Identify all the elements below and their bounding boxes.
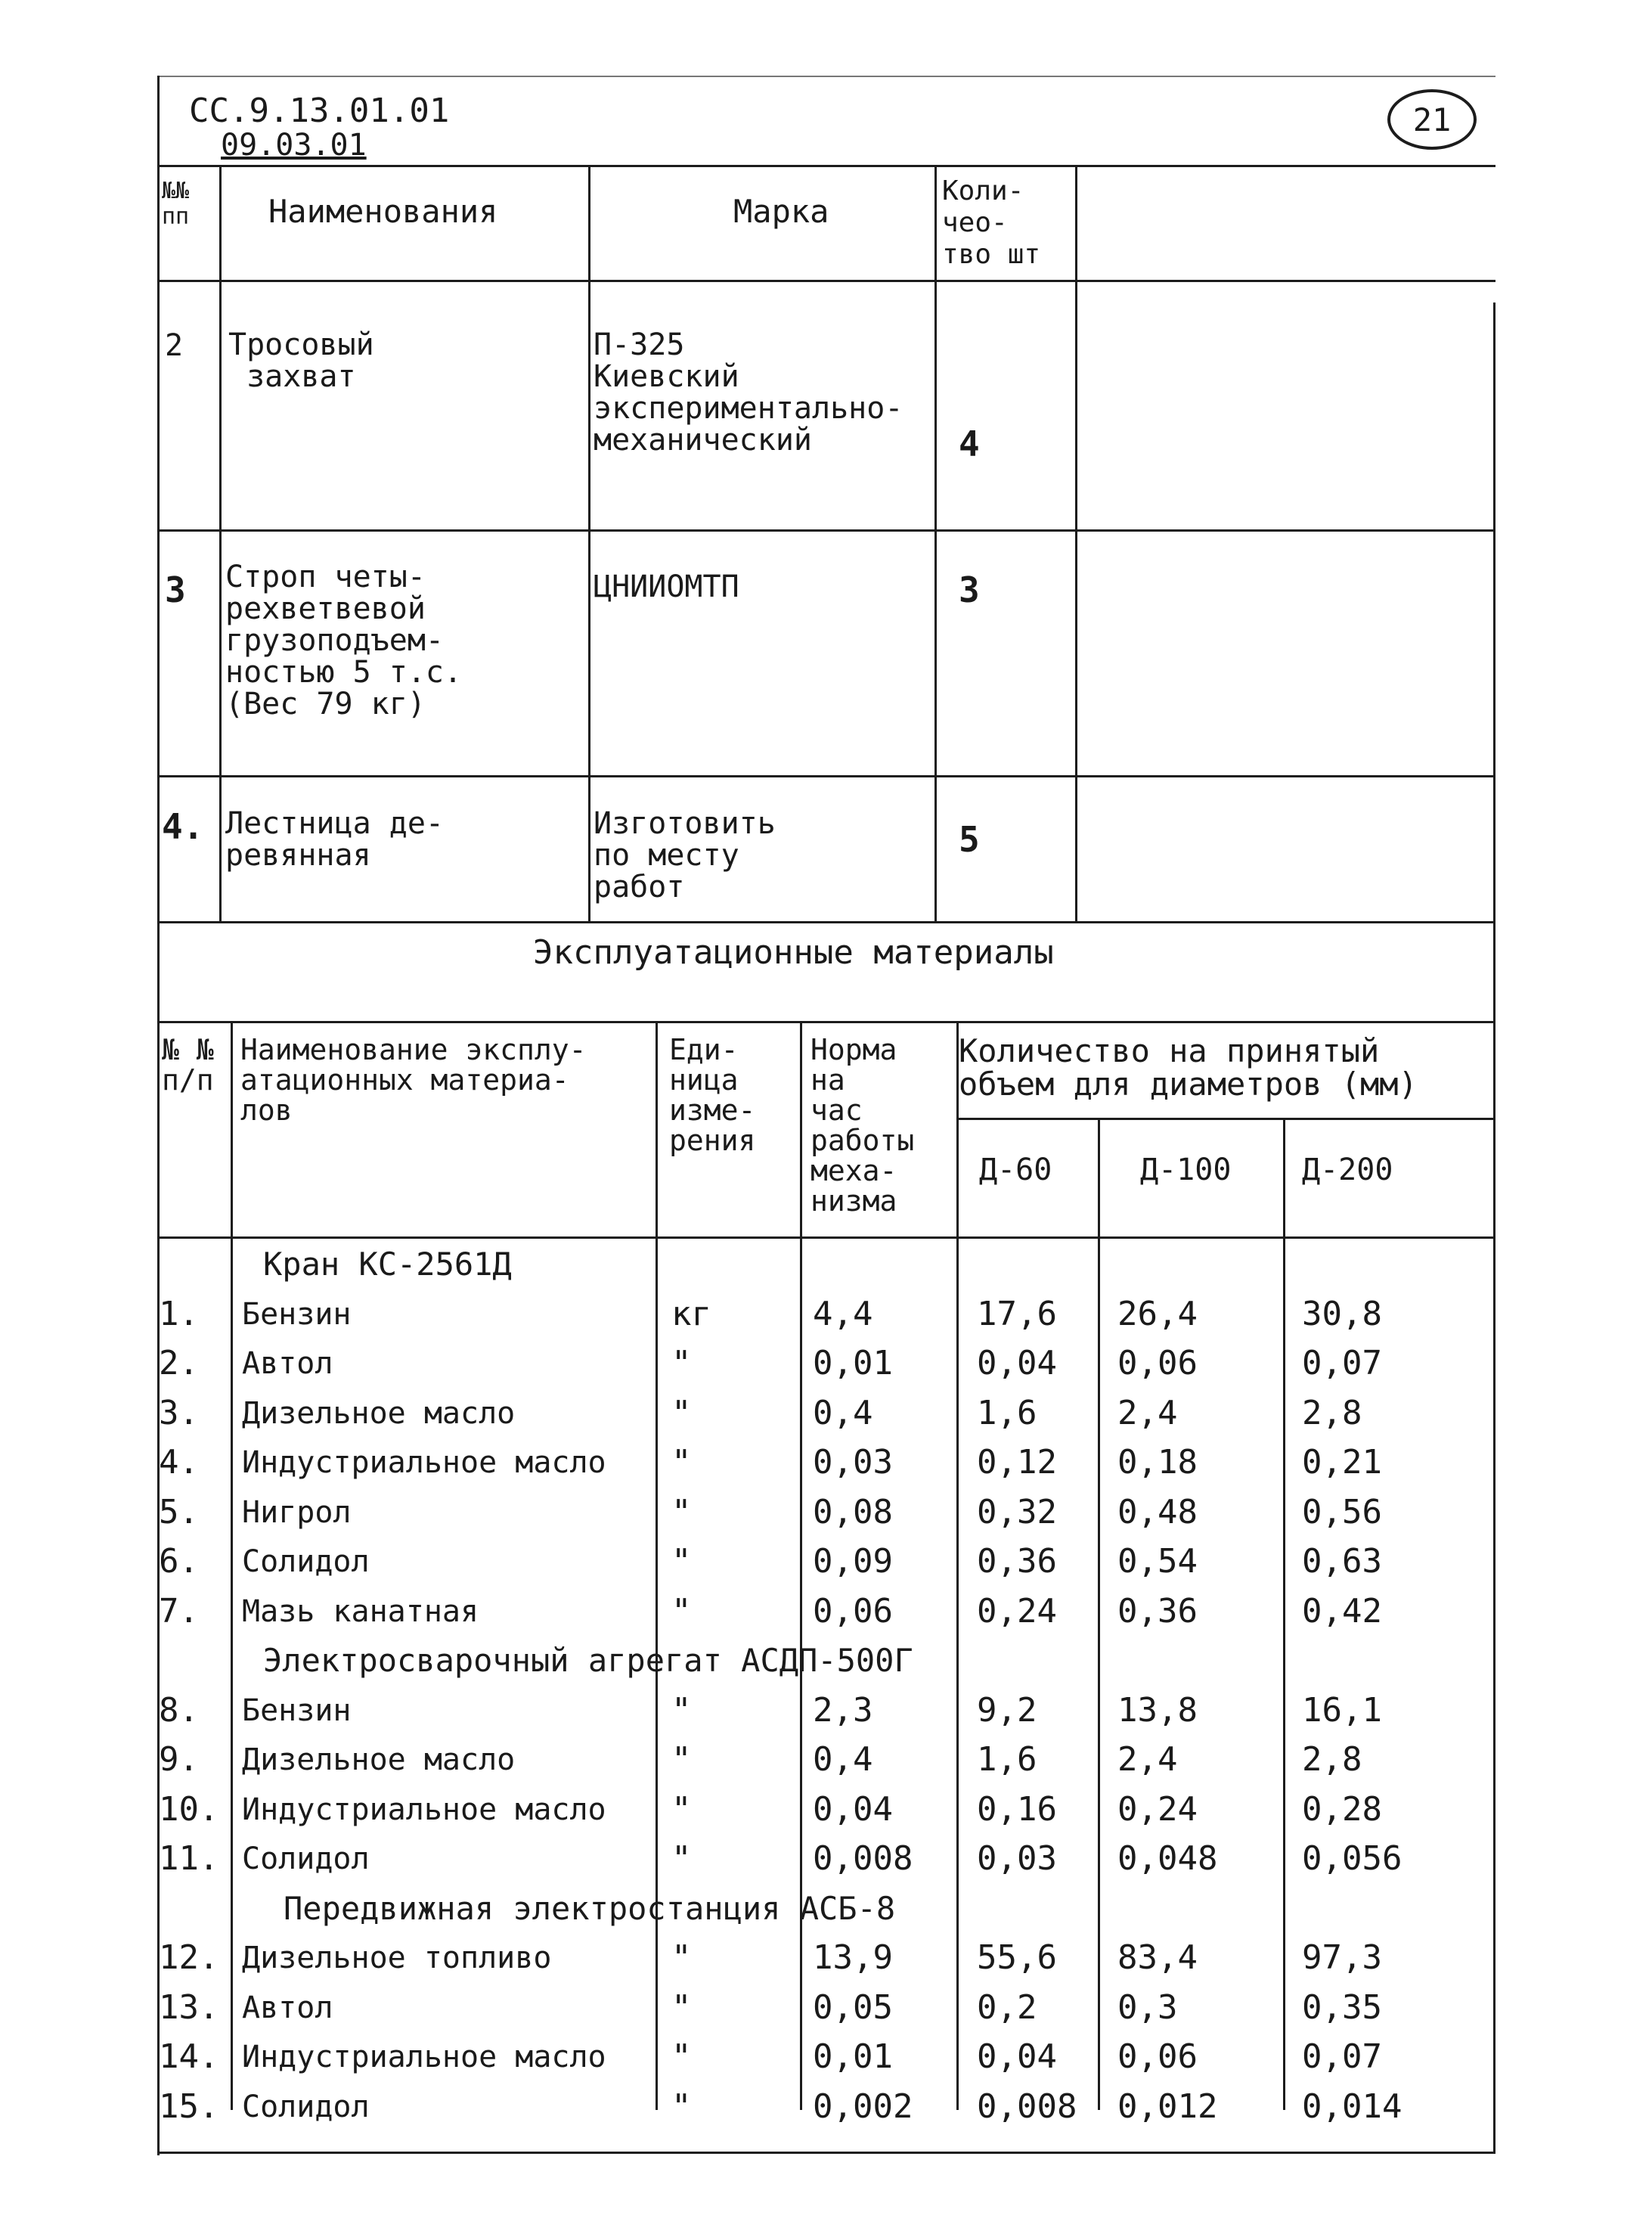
material-row-num: 1. xyxy=(159,1294,199,1333)
material-row-d100: 0,48 xyxy=(1117,1492,1198,1531)
material-row-d200: 0,07 xyxy=(1302,2037,1382,2076)
material-row-d100: 0,3 xyxy=(1117,1987,1178,2027)
equipment-row-name: Строп четы- рехветвевой грузоподъем- ностью 5 т.с. (Вес 79 кг) xyxy=(225,560,463,721)
document-code: СС.9.13.01.01 xyxy=(189,92,450,130)
material-row-num: 14. xyxy=(159,2037,219,2076)
material-row-num: 5. xyxy=(159,1492,199,1531)
material-row-d60: 0,04 xyxy=(977,2037,1057,2076)
material-row-d60: 9,2 xyxy=(977,1690,1037,1730)
materials-col-rule-name xyxy=(656,1021,658,2110)
material-row-unit: " xyxy=(671,1987,692,2027)
equipment-row-num: 4. xyxy=(162,806,204,847)
material-row-norm: 0,06 xyxy=(813,1591,893,1631)
materials-col-rule-norm xyxy=(956,1021,959,2110)
equipment-header-bottom-rule xyxy=(157,280,1495,282)
equipment-col-rule-4 xyxy=(1075,165,1077,921)
equipment-row-rule-1 xyxy=(157,529,1495,532)
material-row-name: Индустриальное масло xyxy=(242,1792,606,1827)
material-row-norm: 0,03 xyxy=(813,1443,893,1482)
material-row-d60: 0,32 xyxy=(977,1492,1057,1531)
equipment-col-rule-1 xyxy=(219,165,222,921)
material-row-d100: 0,54 xyxy=(1117,1542,1198,1581)
material-row-d60: 55,6 xyxy=(977,1938,1057,1977)
material-row-d100: 0,18 xyxy=(1117,1443,1198,1482)
material-row-name: Мазь канатная xyxy=(242,1593,479,1629)
material-row-norm: 2,3 xyxy=(813,1690,873,1730)
materials-header-bottom-rule xyxy=(157,1236,1495,1239)
material-row-d200: 0,28 xyxy=(1302,1789,1382,1829)
page-number: 21 xyxy=(1412,101,1452,138)
material-row-d60: 0,04 xyxy=(977,1344,1057,1382)
material-row-d200: 30,8 xyxy=(1302,1294,1382,1333)
equipment-row-rule-2 xyxy=(157,775,1495,777)
equipment-row-qty: 3 xyxy=(959,569,980,610)
material-row-name: Индустриальное масло xyxy=(242,2040,606,2074)
material-row-num: 7. xyxy=(159,1591,199,1631)
material-row-unit: " xyxy=(671,1938,692,1977)
material-row-d200: 0,35 xyxy=(1302,1987,1382,2027)
material-row-num: 3. xyxy=(159,1393,199,1432)
material-row-num: 12. xyxy=(159,1938,219,1977)
material-row-name: Автол xyxy=(242,1346,333,1381)
material-row-d100: 13,8 xyxy=(1117,1690,1198,1730)
material-row-unit: " xyxy=(671,2037,692,2076)
material-row-name: Индустриальное масло xyxy=(242,1445,606,1480)
material-row-unit: " xyxy=(671,1591,692,1631)
equipment-row-mark: П-325 Киевский экспериментально- механический xyxy=(594,327,903,458)
material-row-unit: " xyxy=(671,1690,692,1730)
material-row-unit: " xyxy=(671,1393,692,1432)
material-row-d100: 0,048 xyxy=(1117,1839,1218,1878)
material-row-unit: " xyxy=(671,2087,692,2126)
material-row-d60: 0,03 xyxy=(977,1839,1057,1878)
material-row-d60: 1,6 xyxy=(977,1393,1037,1432)
material-row-d200: 0,21 xyxy=(1302,1443,1382,1482)
material-row-d100: 83,4 xyxy=(1117,1938,1198,1977)
page-top-border xyxy=(157,76,1495,77)
materials-header-d200: Д-200 xyxy=(1302,1153,1393,1187)
material-row-name: Дизельное топливо xyxy=(242,1941,552,1975)
material-row-num: 8. xyxy=(159,1690,199,1730)
equipment-row-qty: 4 xyxy=(959,424,980,464)
material-row-name: Дизельное масло xyxy=(242,1742,516,1777)
material-row-d60: 1,6 xyxy=(977,1740,1037,1779)
material-row-norm: 0,4 xyxy=(813,1393,873,1432)
document-code-secondary: 09.03.01 xyxy=(221,128,367,163)
materials-section-title: Эксплуатационные материалы xyxy=(533,933,1054,972)
material-row-unit: " xyxy=(671,1789,692,1829)
material-row-norm: 0,01 xyxy=(813,1344,893,1382)
equipment-row-num: 2 xyxy=(165,328,184,363)
material-row-name: Бензин xyxy=(242,1296,352,1332)
materials-header-norm: Норма на час работы меха- низма xyxy=(811,1033,915,1218)
equipment-row-mark: Изготовить по месту работ xyxy=(594,806,776,904)
material-row-d60: 0,008 xyxy=(977,2087,1077,2126)
material-row-unit: " xyxy=(671,1492,692,1531)
material-row-norm: 0,09 xyxy=(813,1542,893,1581)
material-row-d60: 0,2 xyxy=(977,1987,1037,2027)
material-row-num: 2. xyxy=(159,1344,199,1382)
material-row-d100: 2,4 xyxy=(1117,1740,1178,1779)
materials-subsection-title: Электросварочный агрегат АСДП-500Г xyxy=(263,1642,913,1679)
material-row-norm: 0,4 xyxy=(813,1740,873,1779)
material-row-d100: 0,24 xyxy=(1117,1789,1198,1829)
material-row-d100: 0,36 xyxy=(1117,1591,1198,1631)
equipment-header-qty: Коли- чео- тво шт xyxy=(942,175,1041,270)
material-row-unit: " xyxy=(671,1542,692,1581)
material-row-unit: " xyxy=(671,1839,692,1878)
equipment-table-bottom-rule xyxy=(157,921,1495,923)
material-row-d100: 0,012 xyxy=(1117,2087,1218,2126)
equipment-col-rule-3 xyxy=(934,165,937,921)
material-row-num: 4. xyxy=(159,1443,199,1482)
equipment-row-qty: 5 xyxy=(959,819,980,860)
materials-header-d100: Д-100 xyxy=(1140,1153,1232,1187)
material-row-name: Автол xyxy=(242,1990,333,2025)
materials-header-num: № № п/п xyxy=(162,1033,214,1097)
material-row-d60: 0,36 xyxy=(977,1542,1057,1581)
equipment-row-name: Тросовый захват xyxy=(228,327,374,394)
material-row-name: Солидол xyxy=(242,2089,370,2124)
material-row-norm: 0,008 xyxy=(813,1839,913,1878)
equipment-header-num: №№ пп xyxy=(162,178,190,230)
equipment-row-num: 3 xyxy=(165,569,186,610)
material-row-norm: 0,04 xyxy=(813,1789,893,1829)
material-row-d60: 0,24 xyxy=(977,1591,1057,1631)
page-right-border xyxy=(1493,303,1495,2152)
equipment-header-mark: Марка xyxy=(733,193,829,230)
material-row-num: 15. xyxy=(159,2087,219,2126)
material-row-d100: 2,4 xyxy=(1117,1393,1178,1432)
material-row-norm: 0,002 xyxy=(813,2087,913,2126)
materials-header-unit: Еди- ница изме- рения xyxy=(669,1033,756,1157)
materials-subsection-title: Передвижная электростанция АСБ-8 xyxy=(284,1889,896,1927)
page-bottom-border xyxy=(157,2152,1495,2154)
materials-header-qty-group: Количество на принятый объем для диаметров (мм) xyxy=(959,1032,1418,1103)
materials-col-rule-num xyxy=(231,1021,233,2110)
materials-header-name: Наименование эксплу- атационных материа- лов xyxy=(240,1033,587,1127)
material-row-num: 9. xyxy=(159,1740,199,1779)
material-row-d200: 97,3 xyxy=(1302,1938,1382,1977)
materials-header-d60: Д-60 xyxy=(979,1153,1052,1187)
materials-col-rule-d100 xyxy=(1283,1118,1285,2110)
material-row-unit: " xyxy=(671,1443,692,1482)
page-number-badge xyxy=(1387,89,1477,150)
material-row-d60: 0,12 xyxy=(977,1443,1057,1482)
equipment-col-rule-2 xyxy=(588,165,590,921)
material-row-norm: 0,01 xyxy=(813,2037,893,2076)
material-row-num: 6. xyxy=(159,1542,199,1581)
materials-subsection-title: Кран КС-2561Д xyxy=(263,1246,512,1283)
material-row-norm: 0,08 xyxy=(813,1492,893,1531)
materials-col-rule-unit xyxy=(800,1021,802,2110)
material-row-d200: 0,056 xyxy=(1302,1839,1402,1878)
material-row-d60: 0,16 xyxy=(977,1789,1057,1829)
equipment-row-name: Лестница де- ревянная xyxy=(225,806,444,873)
equipment-table-top-rule xyxy=(157,165,1495,167)
materials-col-rule-d60 xyxy=(1098,1118,1100,2110)
material-row-name: Нигрол xyxy=(242,1494,352,1530)
material-row-d200: 0,42 xyxy=(1302,1591,1382,1631)
material-row-unit: " xyxy=(671,1344,692,1382)
material-row-d200: 0,07 xyxy=(1302,1344,1382,1382)
material-row-norm: 4,4 xyxy=(813,1294,873,1333)
material-row-d200: 0,014 xyxy=(1302,2087,1402,2126)
material-row-d100: 0,06 xyxy=(1117,1344,1198,1382)
material-row-name: Солидол xyxy=(242,1841,370,1876)
material-row-norm: 13,9 xyxy=(813,1938,893,1977)
material-row-d100: 26,4 xyxy=(1117,1294,1198,1333)
material-row-name: Дизельное масло xyxy=(242,1395,516,1431)
material-row-norm: 0,05 xyxy=(813,1987,893,2027)
material-row-d200: 0,56 xyxy=(1302,1492,1382,1531)
material-row-d200: 16,1 xyxy=(1302,1690,1382,1730)
material-row-d60: 17,6 xyxy=(977,1294,1057,1333)
material-row-unit: " xyxy=(671,1740,692,1779)
material-row-num: 11. xyxy=(159,1839,219,1878)
material-row-d200: 0,63 xyxy=(1302,1542,1382,1581)
material-row-name: Бензин xyxy=(242,1693,352,1728)
material-row-num: 13. xyxy=(159,1987,219,2027)
material-row-d200: 2,8 xyxy=(1302,1740,1362,1779)
material-row-unit: кг xyxy=(671,1294,711,1333)
materials-table-top-rule xyxy=(157,1021,1495,1023)
material-row-d100: 0,06 xyxy=(1117,2037,1198,2076)
equipment-header-name: Наименования xyxy=(268,193,498,230)
materials-qty-subheader-rule xyxy=(956,1118,1495,1120)
equipment-row-mark: ЦНИИОМТП xyxy=(594,569,739,604)
material-row-num: 10. xyxy=(159,1789,219,1829)
material-row-d200: 2,8 xyxy=(1302,1393,1362,1432)
material-row-name: Солидол xyxy=(242,1544,370,1579)
